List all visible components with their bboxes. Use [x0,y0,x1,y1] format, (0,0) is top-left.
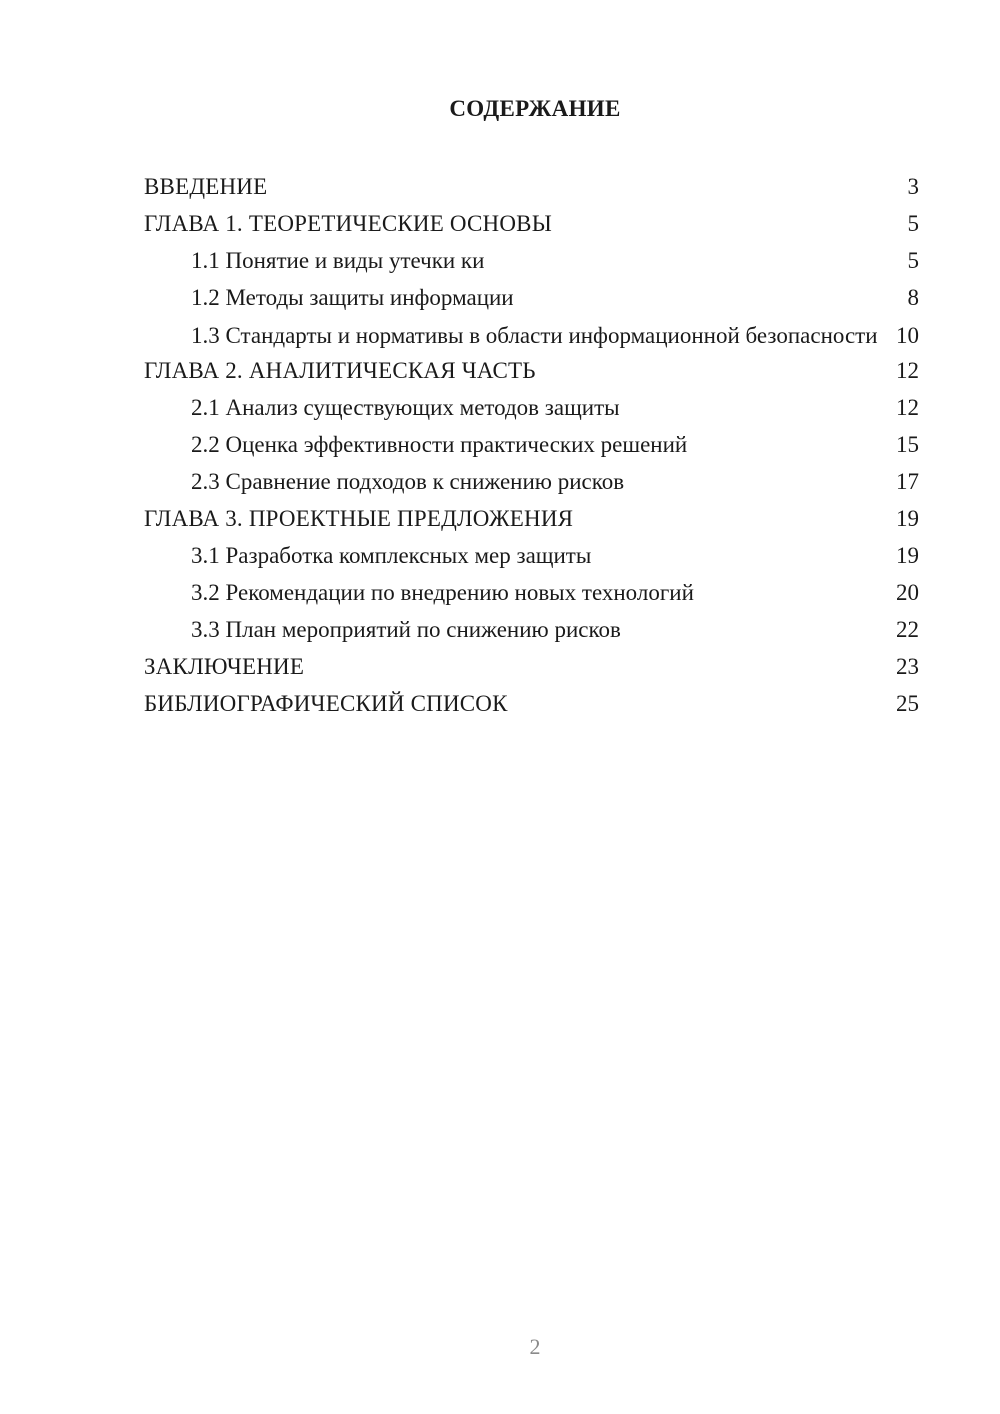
toc-entry-label: 3.3 План мероприятий по снижению рисков [191,617,621,642]
toc-entry-label: ГЛАВА 2. АНАЛИТИЧЕСКАЯ ЧАСТЬ [144,358,536,383]
toc-entry-section-2-1[interactable] [144,389,919,426]
toc-entry-page: 19 [896,543,919,568]
toc-entry-section-2-2[interactable] [144,426,919,463]
toc-entry-section-3-3[interactable] [144,611,919,648]
toc-entry-section-3-2[interactable] [144,574,919,611]
toc-entry-page: 23 [896,654,919,679]
toc-entry-label: 1.2 Методы защиты информации [191,285,514,310]
table-of-contents [144,168,919,722]
toc-entry-label: 3.2 Рекомендации по внедрению новых технологий [191,580,694,605]
toc-entry-label: ГЛАВА 1. ТЕОРЕТИЧЕСКИЕ ОСНОВЫ [144,211,552,236]
toc-entry-page: 10 [896,323,919,348]
toc-entry-label: 2.2 Оценка эффективности практических решений [191,432,688,457]
toc-entry-bibliography[interactable] [144,685,919,722]
toc-entry-label: ЗАКЛЮЧЕНИЕ [144,654,305,679]
toc-entry-page: 25 [896,691,919,716]
toc-entry-section-2-3[interactable] [144,463,919,500]
toc-entry-label: 2.1 Анализ существующих методов защиты [191,395,620,420]
toc-entry-page: 5 [907,211,919,236]
toc-entry-section-1-3[interactable] [144,316,919,352]
toc-entry-chapter-1[interactable] [144,205,919,242]
toc-entry-section-1-1[interactable] [144,242,919,279]
toc-entry-chapter-2[interactable] [144,352,919,389]
page-title: СОДЕРЖАНИЕ [449,96,621,121]
toc-entry-page: 22 [896,617,919,642]
toc-entry-section-3-1[interactable] [144,537,919,574]
toc-entry-page: 19 [896,506,919,531]
toc-entry-page: 12 [896,395,919,420]
toc-entry-introduction[interactable] [144,168,919,205]
toc-entry-label: ГЛАВА 3. ПРОЕКТНЫЕ ПРЕДЛОЖЕНИЯ [144,506,574,531]
toc-entry-chapter-3[interactable] [144,500,919,537]
toc-entry-page: 20 [896,580,919,605]
toc-entry-section-1-2[interactable] [144,279,919,316]
toc-entry-page: 12 [896,358,919,383]
toc-entry-label: 2.3 Сравнение подходов к снижению рисков [191,469,625,494]
toc-entry-page: 5 [907,248,919,273]
toc-entry-label: 1.1 Понятие и виды утечки ки [191,248,485,273]
toc-entry-page: 8 [907,285,919,310]
toc-entry-page: 3 [907,174,919,199]
toc-entry-label: БИБЛИОГРАФИЧЕСКИЙ СПИСОК [144,691,508,716]
toc-entry-label: ВВЕДЕНИЕ [144,174,268,199]
toc-entry-page: 15 [896,432,919,457]
toc-entry-label: 3.1 Разработка комплексных мер защиты [191,543,592,568]
toc-entry-conclusion[interactable] [144,648,919,685]
page-number: 2 [529,1334,541,1359]
toc-entry-label: 1.3 Стандарты и нормативы в области информационной безопасности [191,323,878,348]
toc-entry-page: 17 [896,469,919,494]
